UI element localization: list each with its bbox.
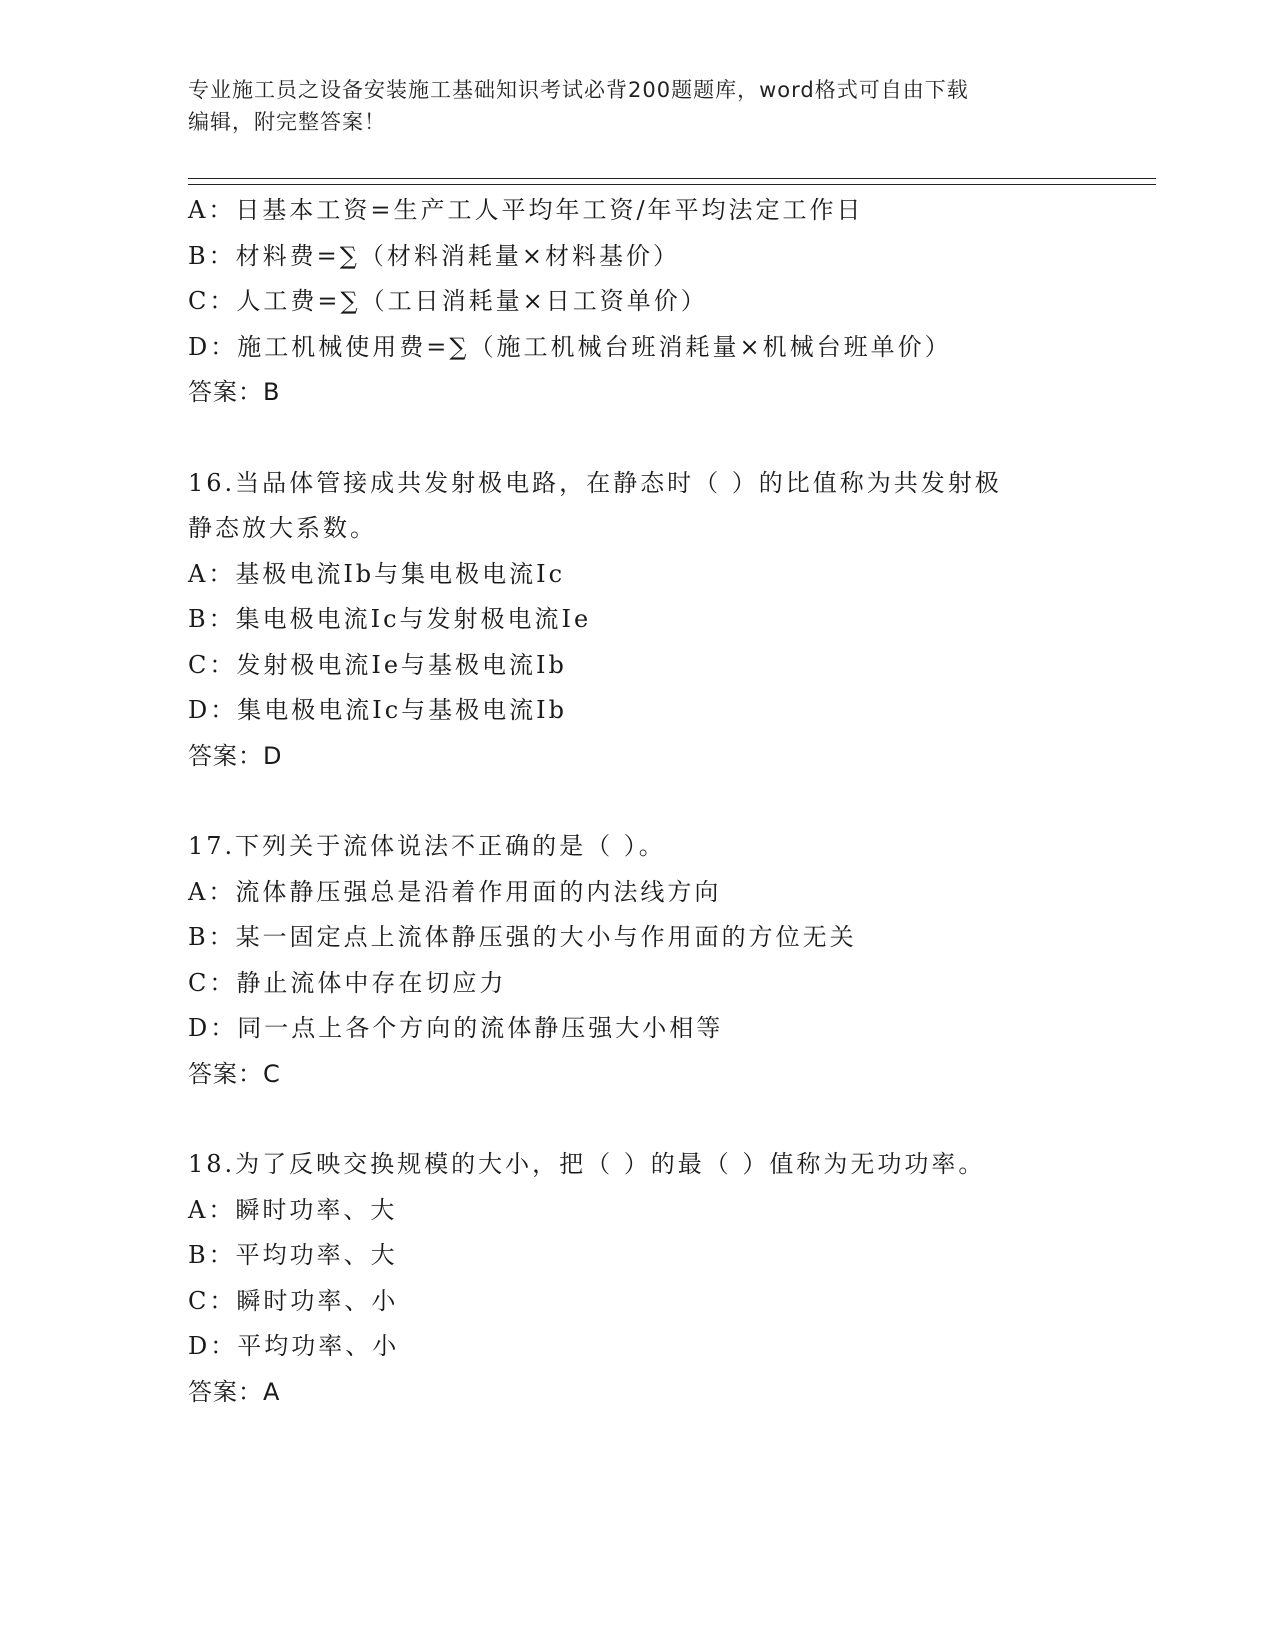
page-header (188, 74, 1068, 138)
option-b: B：平均功率、大 (188, 1241, 398, 1269)
question-block-16 (188, 461, 1148, 780)
question-text: 16.当品体管接成共发射极电路，在静态时（ ）的比值称为共发射极 (188, 468, 1002, 497)
option-c: C：静止流体中存在切应力 (188, 968, 507, 997)
question-text: 18.为了反映交换规模的大小，把（ ）的最（ ）值称为无功功率。 (188, 1150, 986, 1178)
option-a: A：基极电流Ib与集电极电流Ic (188, 559, 566, 588)
option-d: D：集电极电流Ic与基极电流Ib (188, 696, 568, 724)
option-a: A：日基本工资=生产工人平均年工资/年平均法定工作日 (188, 196, 864, 224)
question-list (188, 188, 1148, 1415)
question-block-17 (188, 824, 1148, 1097)
option-c: C：人工费=∑（工日消耗量×日工资单价） (188, 287, 708, 315)
option-d: D：同一点上各个方向的流体静压强大小相等 (188, 1014, 724, 1042)
answer-line: 答案：B (188, 378, 281, 406)
option-b: B：材料费=∑（材料消耗量×材料基价） (188, 241, 680, 270)
header-divider (188, 178, 1156, 185)
answer-line: 答案：C (188, 1059, 281, 1088)
option-c: C：瞬时功率、小 (188, 1286, 399, 1315)
header-line-2: 编辑，附完整答案！ (188, 110, 386, 134)
option-d: D：平均功率、小 (188, 1332, 400, 1360)
question-text: 17.下列关于流体说法不正确的是（ ）。 (188, 832, 666, 860)
header-line-1: 专业施工员之设备安装施工基础知识考试必背200题题库，word格式可自由下载 (188, 78, 969, 102)
option-d: D：施工机械使用费=∑（施工机械台班消耗量×机械台班单价） (188, 332, 952, 361)
option-b: B：集电极电流Ic与发射极电流Ie (188, 605, 592, 633)
answer-line: 答案：D (188, 741, 283, 770)
answer-line: 答案：A (188, 1377, 281, 1406)
option-b: B：某一固定点上流体静压强的大小与作用面的方位无关 (188, 923, 857, 951)
option-c: C：发射极电流Ie与基极电流Ib (188, 650, 567, 679)
question-text-continued: 静态放大系数。 (188, 514, 377, 542)
question-block-18 (188, 1142, 1148, 1415)
question-block-15 (188, 188, 1148, 416)
option-a: A：流体静压强总是沿着作用面的内法线方向 (188, 877, 722, 906)
option-a: A：瞬时功率、大 (188, 1195, 398, 1224)
